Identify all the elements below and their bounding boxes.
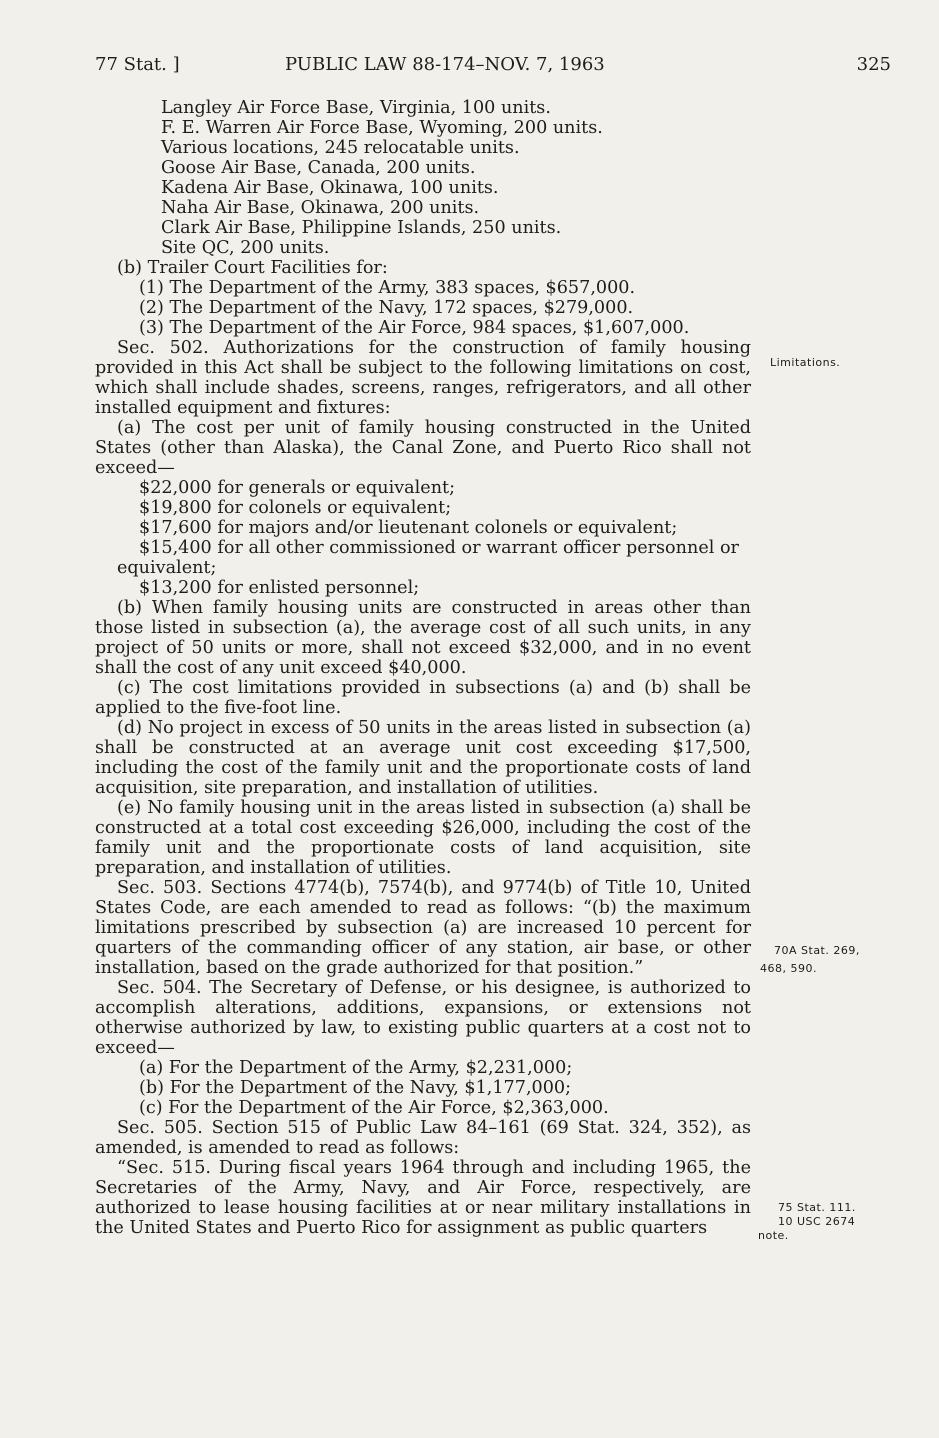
cost-limit: $17,600 for majors and/or lieutenant colonels or equivalent; [139, 518, 678, 538]
sec-504-intro: Sec. 504. The Secretary of Defense, or his designee, is authorized to accomplish alterations, additions, expansions, or extensions not otherwise authorized by law, to existing public quarters at a cost not to exceed— [95, 978, 751, 1058]
margin-note-stat: 75 Stat. 111. [778, 1201, 856, 1214]
running-title: PUBLIC LAW 88-174–NOV. 7, 1963 [285, 54, 605, 75]
unit-line: Site QC, 200 units. [161, 238, 330, 258]
sec-504-item: (a) For the Department of the Army, $2,231,000; [139, 1058, 573, 1078]
sec-502-intro: Sec. 502. Authorizations for the construction of family housing provided in this Act shall be subject to the following limitations on cost, which shall include shades, screens, ranges, refrigerators, and all other installed equipment and fixtures: [95, 338, 751, 418]
margin-note-note: note. [758, 1229, 789, 1242]
page-number: 325 [856, 54, 891, 75]
page-body [95, 98, 751, 1238]
unit-line: Clark Air Base, Philippine Islands, 250 units. [161, 218, 562, 238]
margin-note-limitations: Limitations. [770, 356, 841, 369]
cost-limit: $15,400 for all other commissioned or warrant officer personnel or equivalent; [117, 538, 739, 578]
cost-limit: $22,000 for generals or equivalent; [139, 478, 456, 498]
trailer-item: (3) The Department of the Air Force, 984 spaces, $1,607,000. [139, 318, 690, 338]
sec-504-item: (c) For the Department of the Air Force, $2,363,000. [139, 1098, 609, 1118]
sec-502-b: (b) When family housing units are constructed in areas other than those listed in subsection (a), the average cost of all such units, in any project of 50 units or more, shall not exceed $32,000, and in no event shall the cost of any unit exceed $40,000. [95, 598, 751, 678]
unit-line: Various locations, 245 relocatable units. [161, 138, 520, 158]
sec-505: Sec. 505. Section 515 of Public Law 84–161 (69 Stat. 324, 352), as amended, is amended to read as follows: [95, 1118, 751, 1158]
page-header [0, 54, 939, 80]
margin-note-stat: 70A Stat. 269, [774, 944, 860, 957]
margin-note-stat: 468, 590. [760, 962, 817, 975]
cost-limit: $13,200 for enlisted personnel; [139, 578, 420, 598]
trailer-heading: (b) Trailer Court Facilities for: [117, 258, 388, 278]
cost-limit: $19,800 for colonels or equivalent; [139, 498, 452, 518]
unit-line: Langley Air Force Base, Virginia, 100 units. [161, 98, 551, 118]
sec-503: Sec. 503. Sections 4774(b), 7574(b), and 9774(b) of Title 10, United States Code, are each amended to read as follows: “(b) the maximum limitations prescribed by subsection (a) are increased 10 percent for quarters of the commanding officer of any station, air base, or other installation, based on the grade authorized for that position.” [95, 878, 751, 978]
sec-502-e: (e) No family housing unit in the areas listed in subsection (a) shall be constructed at a total cost exceeding $26,000, including the cost of the family unit and the proportionate costs of land acquisition, site preparation, and installation of utilities. [95, 798, 751, 878]
trailer-item: (1) The Department of the Army, 383 spaces, $657,000. [139, 278, 636, 298]
unit-line: Naha Air Base, Okinawa, 200 units. [161, 198, 480, 218]
margin-note-usc: 10 USC 2674 [778, 1215, 856, 1228]
sec-502-d: (d) No project in excess of 50 units in the areas listed in subsection (a) shall be constructed at an average unit cost exceeding $17,500, including the cost of the family unit and the proportionate costs of land acquisition, site preparation, and installation of utilities. [95, 718, 751, 798]
unit-line: Goose Air Base, Canada, 200 units. [161, 158, 476, 178]
unit-line: Kadena Air Base, Okinawa, 100 units. [161, 178, 499, 198]
sec-502-a: (a) The cost per unit of family housing constructed in the United States (other than Alaska), the Canal Zone, and Puerto Rico shall not exceed— [95, 418, 751, 478]
sec-502-c: (c) The cost limitations provided in subsections (a) and (b) shall be applied to the five-foot line. [95, 678, 751, 718]
stat-volume: 77 Stat. ] [95, 54, 180, 75]
sec-504-item: (b) For the Department of the Navy, $1,177,000; [139, 1078, 572, 1098]
unit-line: F. E. Warren Air Force Base, Wyoming, 200 units. [161, 118, 603, 138]
sec-515: “Sec. 515. During fiscal years 1964 through and including 1965, the Secretaries of the Army, Navy, and Air Force, respectively, are authorized to lease housing facilities at or near military installations in the United States and Puerto Rico for assignment as public quarters [95, 1158, 751, 1238]
trailer-item: (2) The Department of the Navy, 172 spaces, $279,000. [139, 298, 634, 318]
